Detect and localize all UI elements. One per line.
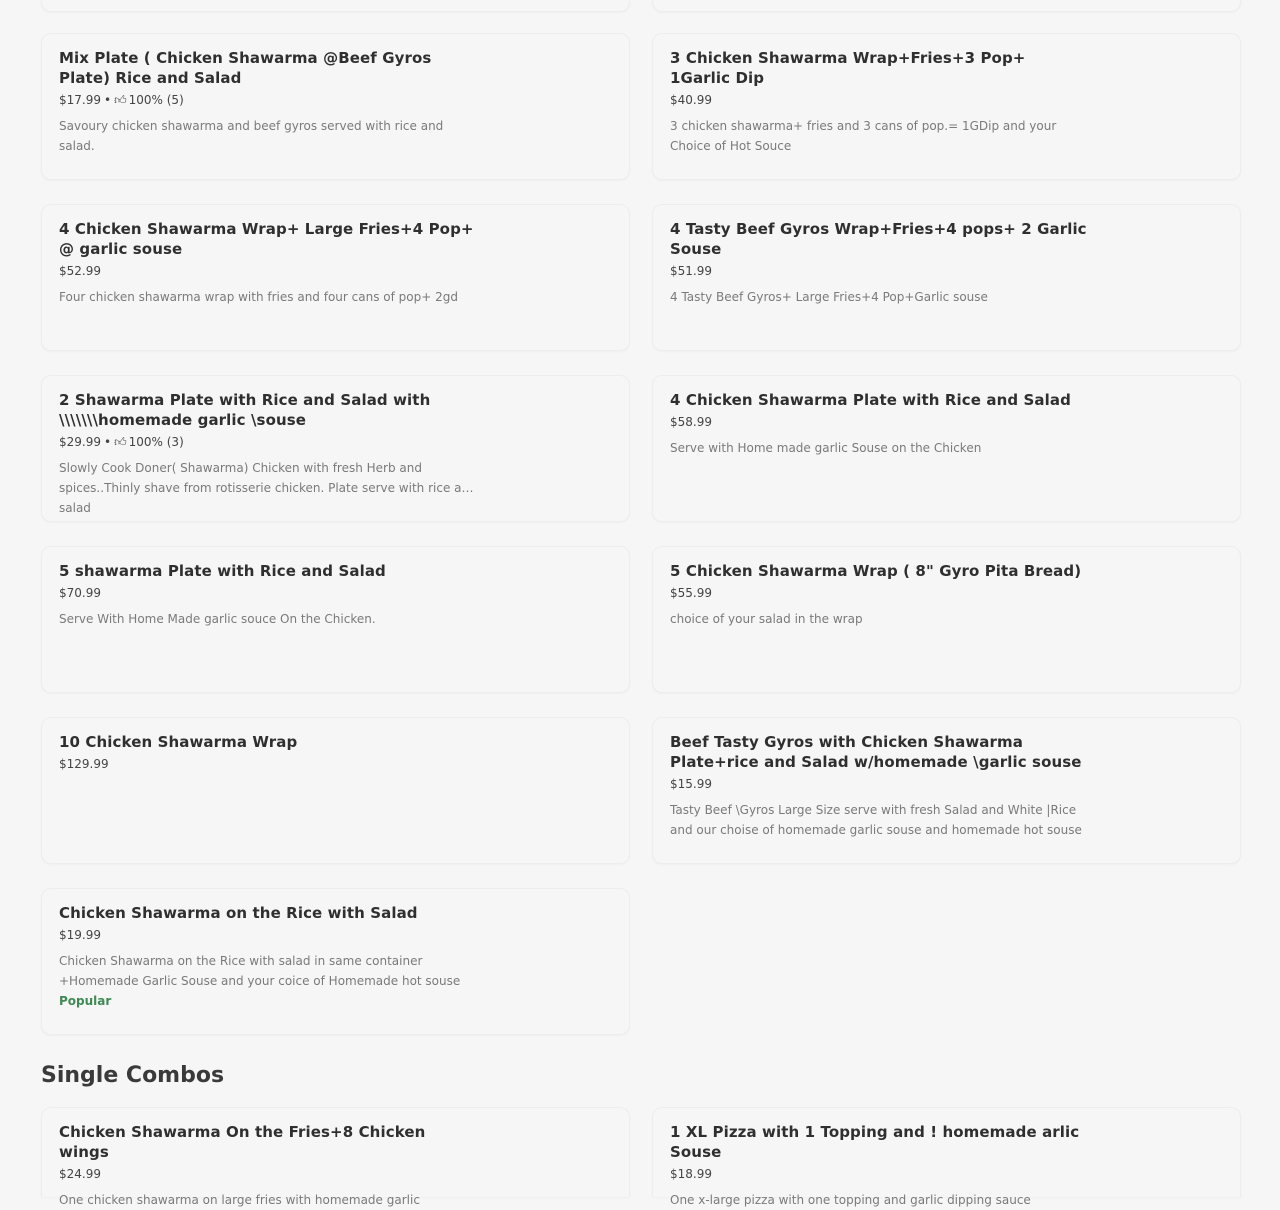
item-title: Chicken Shawarma On the Fries+8 Chicken wings xyxy=(59,1123,426,1161)
thumbs-up-icon: 👍︎ xyxy=(114,93,127,107)
item-description: Serve with Home made garlic Souse on the Chicken xyxy=(670,441,982,455)
item-meta xyxy=(670,263,1110,279)
item-price: $58.99 xyxy=(670,415,712,429)
menu-item-card[interactable] xyxy=(41,1107,630,1207)
menu-item-card[interactable] xyxy=(652,33,1241,180)
item-title: Chicken Shawarma on the Rice with Salad xyxy=(59,904,418,922)
item-meta: $17.99 • 👍︎ 100% (5) xyxy=(59,93,184,107)
menu-item-card[interactable] xyxy=(41,375,630,522)
item-description: choice of your salad in the wrap xyxy=(670,612,863,626)
item-title: Mix Plate ( Chicken Shawarma @Beef Gyros Plate) Rice and Salad xyxy=(59,49,432,87)
menu-item-card-partial[interactable] xyxy=(41,0,630,12)
thumbs-up-icon: 👍︎ xyxy=(114,435,127,449)
menu-item-card[interactable] xyxy=(41,717,630,864)
menu-item-card[interactable] xyxy=(41,888,630,1035)
item-price: $52.99 xyxy=(59,264,101,278)
item-description: Savoury chicken shawarma and beef gyros served with rice and salad. xyxy=(59,119,444,153)
item-description: Serve With Home Made garlic souce On the Chicken. xyxy=(59,612,376,626)
item-price: $129.99 xyxy=(59,757,109,771)
item-meta xyxy=(670,776,1090,792)
item-title: 10 Chicken Shawarma Wrap xyxy=(59,733,298,751)
item-title: 3 Chicken Shawarma Wrap+Fries+3 Pop+ 1Garlic Dip xyxy=(670,49,1026,87)
item-meta xyxy=(670,92,1090,108)
item-price: $19.99 xyxy=(59,928,101,942)
item-price: $17.99 xyxy=(59,93,101,107)
item-meta xyxy=(670,1166,1090,1182)
item-meta xyxy=(59,1166,479,1182)
section-title: Single Combos xyxy=(41,1063,225,1088)
item-description: One chicken shawarma on large fries with homemade garlic xyxy=(59,1193,420,1207)
menu-item-card[interactable] xyxy=(652,204,1241,351)
item-price: $40.99 xyxy=(670,93,712,107)
item-description: One x-large pizza with one topping and garlic dipping sauce xyxy=(670,1193,1031,1207)
item-title: 1 XL Pizza with 1 Topping and ! homemade arlic Souse xyxy=(670,1123,1080,1161)
item-price: $55.99 xyxy=(670,586,712,600)
item-description: Tasty Beef \Gyros Large Size serve with fresh Salad and White |Rice and our choise of homemade garlic souse and homemade hot souse xyxy=(670,803,1082,837)
item-meta xyxy=(670,585,1090,601)
item-meta xyxy=(59,585,479,601)
item-price: $24.99 xyxy=(59,1167,101,1181)
item-description: Chicken Shawarma on the Rice with salad in same container +Homemade Garlic Souse and your coice of Homemade hot souse xyxy=(59,954,461,988)
item-meta: $29.99 • 👍︎ 100% (3) xyxy=(59,435,184,449)
item-description: Slowly Cook Doner( Shawarma) Chicken with fresh Herb and spices..Thinly shave from rotisserie chicken. Plate serve with rice and salad xyxy=(59,461,477,515)
item-description: 3 chicken shawarma+ fries and 3 cans of pop.= 1GDip and your Choice of Hot Souce xyxy=(670,119,1057,153)
menu-item-card[interactable] xyxy=(41,546,630,693)
item-rating: 100% (5) xyxy=(128,93,184,107)
item-meta xyxy=(59,927,479,943)
menu-item-card[interactable] xyxy=(41,204,630,351)
menu-item-card[interactable] xyxy=(652,375,1241,522)
item-price: $70.99 xyxy=(59,586,101,600)
menu-item-card[interactable] xyxy=(652,546,1241,693)
item-title: Beef Tasty Gyros with Chicken Shawarma Plate+rice and Salad w/homemade \garlic souse xyxy=(670,733,1082,771)
menu-item-card-partial[interactable] xyxy=(652,0,1241,12)
item-title: 4 Tasty Beef Gyros Wrap+Fries+4 pops+ 2 Garlic Souse xyxy=(670,220,1087,258)
item-price: $29.99 xyxy=(59,435,101,449)
item-title: 4 Chicken Shawarma Plate with Rice and Salad xyxy=(670,391,1071,409)
menu-item-card[interactable] xyxy=(652,1107,1241,1207)
item-description: Four chicken shawarma wrap with fries and four cans of pop+ 2gd xyxy=(59,290,458,304)
item-price: $51.99 xyxy=(670,264,712,278)
item-title: 5 shawarma Plate with Rice and Salad xyxy=(59,562,386,580)
item-rating: 100% (3) xyxy=(128,435,184,449)
item-price: $15.99 xyxy=(670,777,712,791)
item-meta xyxy=(59,756,479,772)
item-description: 4 Tasty Beef Gyros+ Large Fries+4 Pop+Garlic souse xyxy=(670,290,988,304)
item-meta xyxy=(670,414,1090,430)
popular-badge: Popular xyxy=(59,994,112,1008)
item-title: 5 Chicken Shawarma Wrap ( 8" Gyro Pita Bread) xyxy=(670,562,1082,580)
item-meta xyxy=(59,263,479,279)
item-title: 2 Shawarma Plate with Rice and Salad with \\\\\\\homemade garlic \souse xyxy=(59,391,431,429)
item-title: 4 Chicken Shawarma Wrap+ Large Fries+4 Pop+ @ garlic souse xyxy=(59,220,474,258)
item-price: $18.99 xyxy=(670,1167,712,1181)
menu-item-card[interactable] xyxy=(652,717,1241,864)
menu-item-card[interactable] xyxy=(41,33,630,180)
